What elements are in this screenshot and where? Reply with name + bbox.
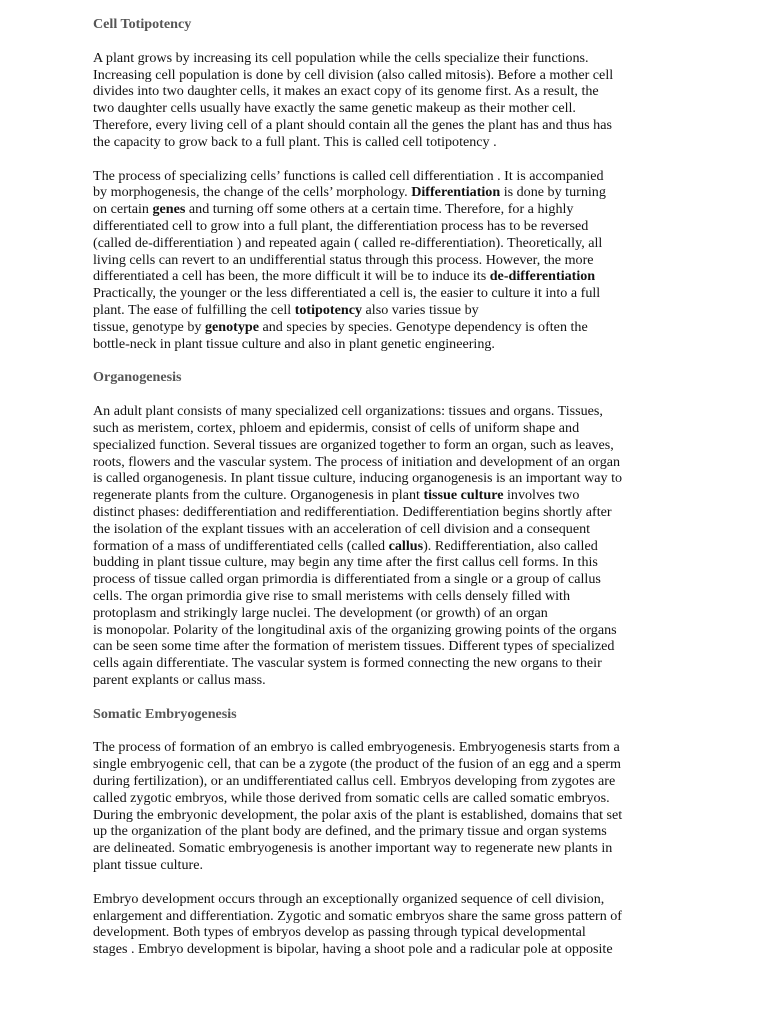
bold-term: tissue culture <box>423 487 504 504</box>
section-somatic-embryogenesis <box>93 706 708 958</box>
paragraph <box>93 891 708 958</box>
text-run: involves two distinct phases: dedifferentiation and redifferentiation. Dedifferentiation begins shortly after the isolation of the explant tissues with an acceleration of cell division and a consequent formation of a mass of undifferentiated cells (called <box>93 487 612 554</box>
section-heading: Organogenesis <box>93 369 182 386</box>
paragraph <box>93 739 708 873</box>
bold-term: callus <box>388 537 424 554</box>
text-run: also varies tissue by tissue, genotype by <box>93 301 479 335</box>
bold-term: totipotency <box>294 301 363 318</box>
text-run: A plant grows by increasing its cell population while the cells specialize their functions. Increasing cell population is done by cell division (also called mitosis). Before a mother cell divides into two daughter cells, it makes an exact copy of its genome first. As a result, the two daughter cells usually have exactly the same genetic makeup as their mother cell. Therefore, every living cell of a plant should contain all the genes the plant has and thus has the capacity to grow back to a full plant. This is called cell totipotency . <box>93 49 614 150</box>
text-run: is done by turning on certain <box>93 184 606 218</box>
text-run: Embryo development occurs through an exceptionally organized sequence of cell division, enlargement and differentiation. Zygotic and somatic embryos share the same gross pattern of development. Both types of embryos develop as passing through typical developmental stages . Embryo development is bipolar, having a shoot pole and a radicular pole at opposite <box>93 890 623 958</box>
bold-term: genotype <box>204 318 259 335</box>
paragraph <box>93 168 708 353</box>
text-run: The process of formation of an embryo is called embryogenesis. Embryogenesis starts from a single embryogenic cell, that can be a zygote (the product of the fusion of an egg and a sperm during fertilization), or an undifferentiated callus cell. Embryos developing from zygotes are called zygotic embryos, while those derived from somatic cells are called somatic embryos. During the embryonic development, the polar axis of the plant is established, domains that set up the organization of the plant body are defined, and the primary tissue and organ systems are delineated. Somatic embryogenesis is another important way to regenerate new plants in plant tissue culture. <box>93 739 623 874</box>
section-heading: Cell Totipotency <box>93 16 192 32</box>
text-run: An adult plant consists of many specialized cell organizations: tissues and organs. Tissues, such as meristem, cortex, phloem and epidermis, consist of cells of uniform shape and specialized function. Several tissues are organized together to form an organ, such as leaves, roots, flowers and the vascular system. The process of initiation and development of an organ is called organogenesis. In plant tissue culture, inducing organogenesis is an important way to regenerate plants from the culture. Organogenesis in plant <box>93 403 623 504</box>
bold-term: Differentiation <box>411 184 501 201</box>
bold-term: genes <box>152 201 186 218</box>
paragraph <box>93 50 708 151</box>
bold-term: de-differentiation <box>489 268 596 285</box>
section-heading: Somatic Embryogenesis <box>93 705 237 722</box>
text-run: and species by species. Genotype dependency is often the bottle-neck in plant tissue culture and also in plant genetic engineering. <box>93 318 588 352</box>
section-organogenesis <box>93 369 708 688</box>
text-run: and turning off some others at a certain time. Therefore, for a highly differentiated cell to grow into a full plant, the differentiation process has to be reversed (called de-differentiation ) and repeated again ( called re-differentiation). Theoretically, all living cells can revert to an undifferential status through this process. However, the more differentiated a cell has been, the more difficult it will be to induce its <box>93 201 603 285</box>
paragraph <box>93 403 708 689</box>
text-run: The process of specializing cells’ functions is called cell differentiation . It is accompanied by morphogenesis, the change of the cells’ morphology. <box>93 167 604 201</box>
text-run: ). Redifferentiation, also called budding in plant tissue culture, may begin any time after the first callus cell forms. In this process of tissue called organ primordia is differentiated from a single or a group of callus cells. The organ primordia give rise to small meristems with cells densely filled with protoplasm and strikingly large nuclei. The development (or growth) of an organ is monopolar. Polarity of the longitudinal axis of the organizing growing points of the organs can be seen some time after the formation of meristem tissues. Different types of specialized cells again differentiate. The vascular system is formed connecting the new organs to their parent explants or callus mass. <box>93 537 617 688</box>
text-run: Practically, the younger or the less differentiated a cell is, the easier to culture it into a full plant. The ease of fulfilling the cell <box>93 285 601 318</box>
section-cell-totipotency <box>93 16 708 352</box>
